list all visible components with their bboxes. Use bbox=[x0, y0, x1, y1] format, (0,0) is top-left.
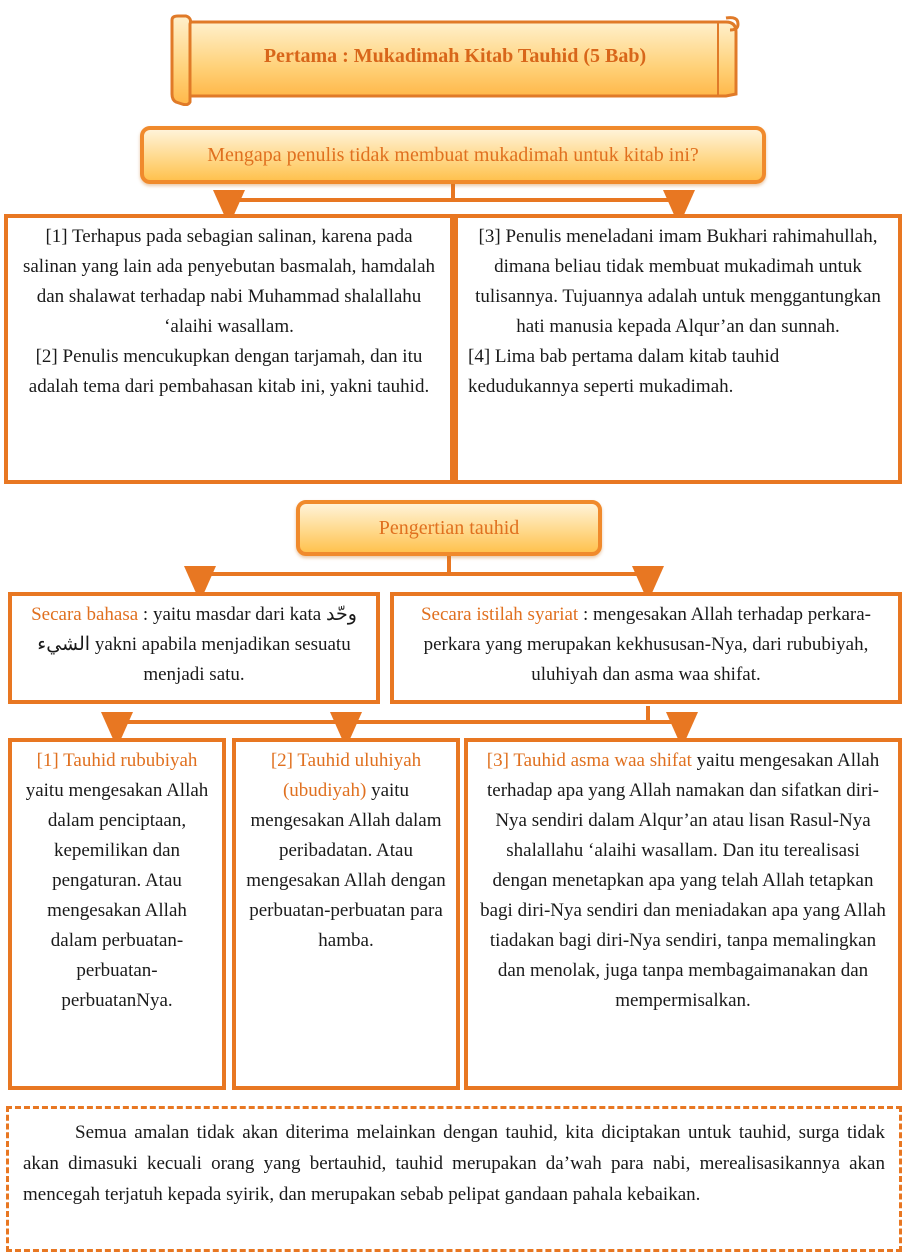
reason-4: [4] Lima bab pertama dalam kitab tauhid kedudukannya seperti mukadimah. bbox=[468, 346, 780, 397]
type-text: yaitu mengesakan Allah dalam penciptaan, kepemilikan dan pengaturan. Atau mengesakan Allah dalam perbuatan-perbuatan-perbuatanNya. bbox=[25, 780, 209, 1011]
question-text: Mengapa penulis tidak membuat mukadimah untuk kitab ini? bbox=[207, 143, 699, 166]
istilah-text: : mengesakan Allah terhadap perkara-perkara yang merupakan kekhususan-Nya, dari rububiyah, uluhiyah dan asma waa shifat. bbox=[423, 604, 871, 685]
bahasa-label: Secara bahasa bbox=[31, 604, 139, 625]
type-uluhiyah-box bbox=[232, 738, 460, 1090]
istilah-label: Secara istilah syariat bbox=[420, 604, 579, 625]
type-rububiyah-box bbox=[8, 738, 226, 1090]
page-title: Pertama : Mukadimah Kitab Tauhid (5 Bab) bbox=[263, 44, 647, 67]
type-label: [1] Tauhid rububiyah bbox=[36, 750, 198, 771]
title-scroll-banner bbox=[170, 14, 740, 104]
bahasa-arabic: وحّد الشيء bbox=[37, 604, 357, 655]
definition-heading bbox=[296, 500, 602, 556]
reason-3: [3] Penulis meneladani imam Bukhari rahimahullah, dimana beliau tidak membuat mukadimah untuk tulisannya. Tujuannya adalah untuk menggantungkan hati manusia kepada Alqur’an dan sunnah. bbox=[475, 226, 881, 337]
bahasa-text-b: yakni apabila menjadikan sesuatu menjadi satu. bbox=[90, 634, 351, 685]
type-text: yaitu mengesakan Allah terhadap apa yang Allah namakan dan sifatkan diri-Nya sendiri dalam Alqur’an atau lisan Rasul-Nya shalallahu ‘alaihi wasallam. Dan itu terealisasi dengan menetapkan apa yang telah Allah tetapkan bagi diri-Nya sendiri dan meniadakan apa yang Allah tiadakan bagi diri-Nya sendiri, tanpa memalingkan dan menolak, juga tanpa membagaimanakan dan mempermisalkan. bbox=[480, 750, 886, 1011]
summary-text: Semua amalan tidak akan diterima melainkan dengan tauhid, kita diciptakan untuk tauhid, surga tidak akan dimasuki kecuali orang yang bertauhid, tauhid merupakan da’wah para nabi, merealisasikannya akan mencegah terjatuh kepada syirik, dan merupakan sebab pelipat gandaan pahala kebaikan. bbox=[23, 1122, 885, 1205]
definition-title: Pengertian tauhid bbox=[378, 516, 520, 539]
summary-dashed-box bbox=[6, 1106, 902, 1252]
question-heading bbox=[140, 126, 766, 184]
bahasa-box bbox=[8, 592, 380, 704]
istilah-box bbox=[390, 592, 902, 704]
type-asma-shifat-box bbox=[464, 738, 902, 1090]
reason-1: [1] Terhapus pada sebagian salinan, karena pada salinan yang lain ada penyebutan basmalah, hamdalah dan shalawat terhadap nabi Muhammad shalallahu ‘alaihi wasallam. bbox=[22, 226, 436, 337]
reasons-right-box bbox=[454, 214, 902, 484]
reason-2: [2] Penulis mencukupkan dengan tarjamah, dan itu adalah tema dari pembahasan kitab ini, yakni tauhid. bbox=[28, 346, 430, 397]
type-label: [3] Tauhid asma waa shifat bbox=[486, 750, 692, 771]
type-label: [2] Tauhid uluhiyah (ubudiyah) bbox=[270, 750, 422, 801]
bahasa-text-a: : yaitu masdar dari kata bbox=[138, 604, 326, 625]
type-text: yaitu mengesakan Allah dalam peribadatan. Atau mengesakan Allah dengan perbuatan-perbuatan para hamba. bbox=[246, 780, 446, 951]
reasons-left-box bbox=[4, 214, 454, 484]
